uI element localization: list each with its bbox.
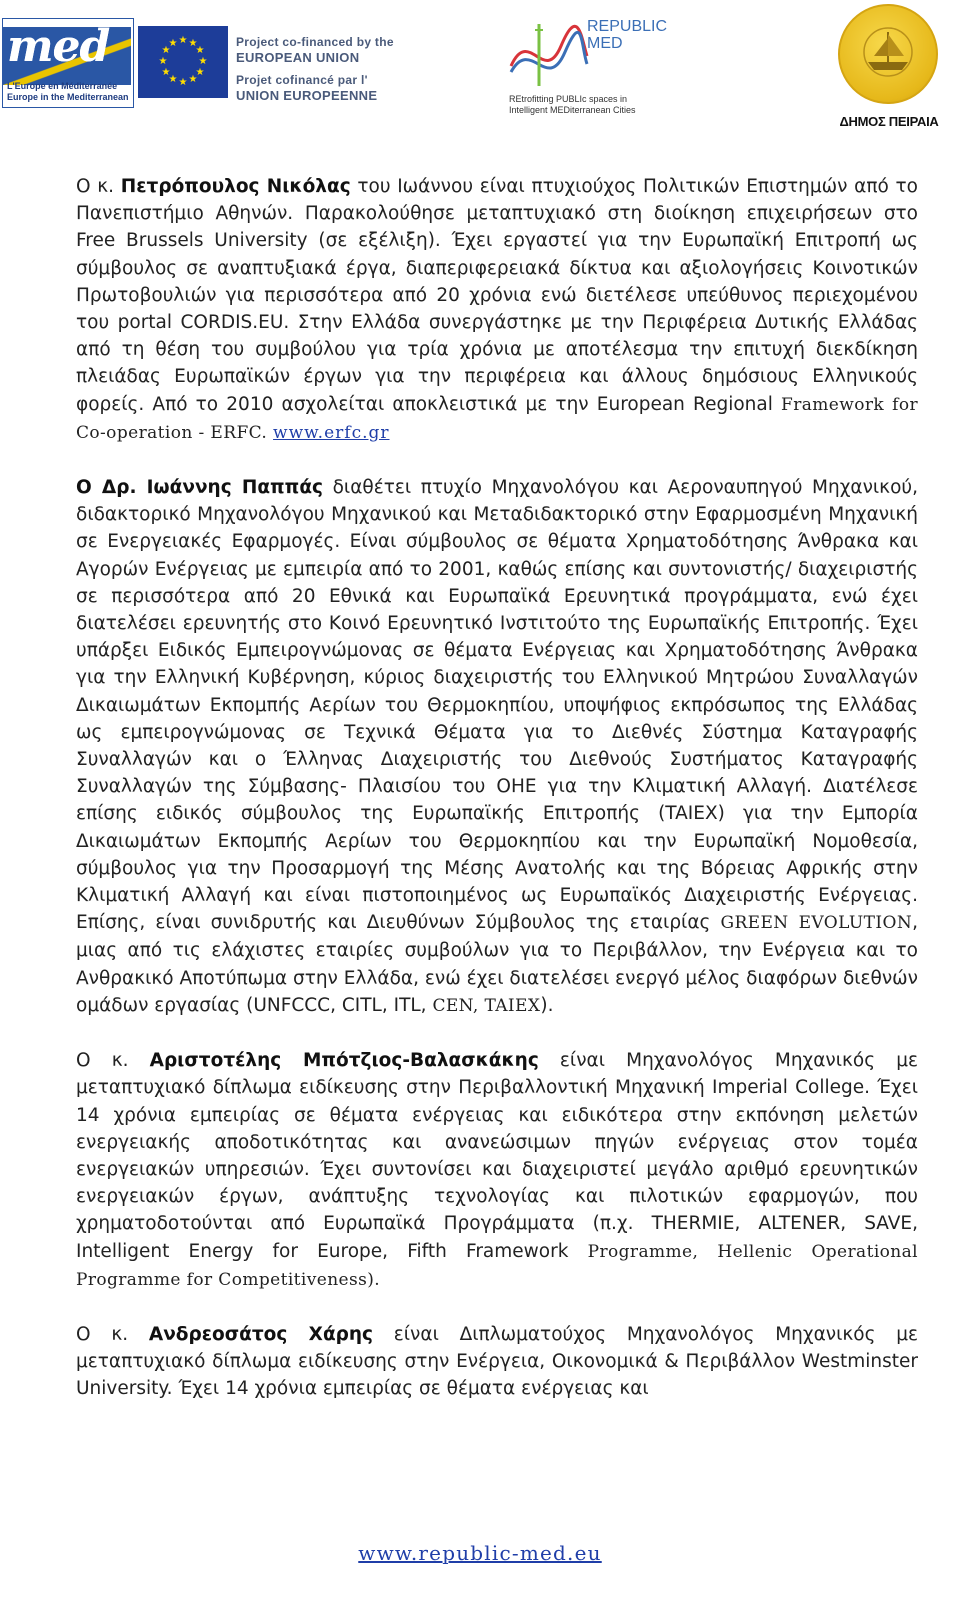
svg-text:★: ★ xyxy=(178,77,188,88)
page-header xyxy=(0,0,960,140)
eu-text-line3: Projet cofinancé par l' xyxy=(236,73,368,87)
republic-wave-icon xyxy=(509,16,589,94)
bio-text: είναι Μηχανολόγος Μηχανικός με μεταπτυχιακό δίπλωμα ειδίκευσης στην Περιβαλλοντική Μηχανική Imperial College. Έχει 14 χρόνια εμπειρίας σε θέματα ενέργειας και ειδικότερα στην εκπόνηση μελετών ενεργειακής αποδοτικότητας και ανανεώσιμων πηγών ενέργειας στον τομέα ενεργειακών υπηρεσιών. Έχει συντονίσει και διαχειριστεί μεγάλο αριθμό ερευνητικών ενεργειακών έργων, ανάπτυξης τεχνολογίας και πιλοτικών εφαρμογών, που χρηματοδοτούνται από Ευρωπαϊκά Προγράμματα (π.χ. THERMIE, ALTENER, SAVE, Intelligent Energy for Europe, Fifth Framework xyxy=(76,1050,919,1262)
republic-sub-line1: REtrofitting PUBLIc spaces in xyxy=(509,94,628,104)
med-logo-line2: Europe in the Mediterranean xyxy=(7,92,129,102)
bio-name: Ανδρεοσάτος Χάρης xyxy=(148,1323,374,1345)
eu-text-line2: EUROPEAN UNION xyxy=(236,50,360,65)
svg-text:★: ★ xyxy=(188,74,198,85)
bio-text: είναι Διπλωματούχος Μηχανολόγος Μηχανικός με μεταπτυχιακό δίπλωμα ειδίκευσης στην Ενέργεια, Οικονομικά & Περιβάλλον Westminster University. Έχει 14 χρόνια εμπειρίας σε θέματα ενέργειας και xyxy=(76,1323,918,1400)
med-logo-subtitle xyxy=(7,81,129,103)
bio-paragraph-andreosatos xyxy=(76,1321,918,1403)
erfc-link[interactable]: www.erfc.gr xyxy=(273,422,390,443)
bio-prefix: Ο Δρ. xyxy=(76,477,147,499)
svg-text:★: ★ xyxy=(195,67,205,78)
svg-text:★: ★ xyxy=(168,74,178,85)
svg-text:★: ★ xyxy=(178,35,188,46)
bio-name: Αριστοτέλης Μπότζιος-Βαλασκάκης xyxy=(149,1050,539,1072)
bio-text-serif: CEN, TAIEX xyxy=(432,995,541,1016)
bio-paragraph-botzios xyxy=(76,1047,918,1294)
med-logo-word: med xyxy=(7,21,110,72)
republic-sub-line2: Intelligent MEDiterranean Cities xyxy=(509,105,636,115)
republic-title-line2: MED xyxy=(587,35,623,52)
republic-subtitle xyxy=(509,94,636,116)
svg-text:★: ★ xyxy=(195,45,205,56)
med-logo-line1: L'Europe en Méditerranée xyxy=(7,81,118,91)
bio-text-tail: ). xyxy=(540,994,554,1016)
bio-text-serif: Framework for Co-operation - ERFC. xyxy=(76,394,918,443)
company-name: GREEN EVOLUTION xyxy=(720,913,913,934)
bio-name: Πετρόπουλος Νικόλας xyxy=(120,176,351,197)
svg-text:★: ★ xyxy=(168,38,178,49)
seal-ship-icon xyxy=(862,26,914,78)
eu-text-line4: UNION EUROPEENNE xyxy=(236,88,378,103)
seal-caption: ΔΗΜΟΣ ΠΕΙΡΑΙΑ xyxy=(839,114,939,129)
eu-cofinance-text xyxy=(236,34,394,104)
svg-text:★: ★ xyxy=(158,56,168,67)
bio-text: του Ιωάννου είναι πτυχιούχος Πολιτικών Επιστημών από το Πανεπιστήμιο Αθηνών. Παρακολούθησε μεταπτυχιακό στη διοίκηση επιχειρήσεων στο Free Brussels University (σε εξέλιξη). Έχει εργαστεί για την Ευρωπαϊκή Επιτροπή ως σύμβουλος σε αναπτυξιακά έργα, διαπεριφερειακά δίκτυα και αξιολογήσεις Κοινοτικών Πρωτοβουλιών για περισσότερα από 20 χρόνια ενώ διετέλεσε υπεύθυνος περιεχομένου του portal CORDIS.EU. Στην Ελλάδα συνεργάστηκε με την Περιφέρεια Δυτικής Ελλάδας από τη θέση του συμβούλου για τρία χρόνια με αποτέλεσμα την επιτυχή διεκδίκηση πλειάδας Ευρωπαϊκών έργων για την περιφέρεια και άλλους δημόσιους Ελληνικούς φορείς. Από το 2010 ασχολείται αποκλειστικά με την European Regional xyxy=(76,176,918,415)
svg-text:★: ★ xyxy=(198,56,208,67)
republic-title xyxy=(587,18,667,52)
bio-prefix: Ο κ. xyxy=(76,176,121,197)
page-footer xyxy=(0,1541,960,1565)
svg-text:★: ★ xyxy=(188,38,198,49)
republic-med-website-link[interactable]: www.republic-med.eu xyxy=(358,1541,602,1565)
bio-prefix: Ο κ. xyxy=(76,1323,149,1345)
svg-text:★: ★ xyxy=(161,45,171,56)
republic-title-line1: REPUBLIC xyxy=(587,18,668,35)
piraeus-seal-icon xyxy=(838,4,938,104)
svg-text:★: ★ xyxy=(161,67,171,78)
eu-flag-icon xyxy=(138,26,228,98)
bio-text: , μιας από τις ελάχιστες εταιρίες συμβούλων για το Περιβάλλον, την Ενέργεια και το Ανθρακικό Αποτύπωμα στην Ελλάδα, ενώ έχει διατελέσει ενεργό μέλος διαφόρων διεθνών ομάδων εργασίας (UNFCCC, CITL, ITL, xyxy=(76,912,918,1016)
eu-stars-icon xyxy=(138,26,228,98)
bio-prefix: Ο κ. xyxy=(76,1050,150,1072)
bio-text-serif: Programme, Hellenic Operational Programme for Competitiveness). xyxy=(76,1241,919,1290)
republic-med-logo xyxy=(505,12,675,115)
bio-name: Ιωάννης Παππάς xyxy=(146,477,323,499)
eu-text-line1: Project co-financed by the xyxy=(236,35,394,49)
bio-paragraph-pappas xyxy=(76,474,918,1020)
bio-text: διαθέτει πτυχίο Μηχανολόγου και Αεροναυπηγού Μηχανικού, διδακτορικό Μηχανολόγου Μηχανικού και Μεταδιδακτορικό στην Εφαρμοσμένη Μηχανική σε Ενεργειακές Εφαρμογές. Είναι σύμβουλος σε θέματα Χρηματοδότησης Άνθρακα και Αγορών Ενέργειας με εμπειρία από το 2001, καθώς επίσης και συντονιστής/ διαχειριστής σε περισσότερα από 20 Εθνικά και Ευρωπαϊκά Ερευνητικά προγράμματα, ενώ έχει διατελέσει ερευνητής στο Κοινό Ερευνητικό Ινστιτούτο της Ευρωπαϊκής Επιτροπής. Έχει υπάρξει Ειδικός Εμπειρογνώμονας σε θέματα Ενέργειας και Χρηματοδότησης Άνθρακα για την Ελληνική Κυβέρνηση, κύριος διαχειριστής του Ελληνικού Μητρώου Συναλλαγών Δικαιωμάτων Εκπομπής Αερίων του Θερμοκηπίου, υποψήφιος εκπρόσωπος της Ελλάδας ως εμπειρογνώμονας σε Τεχνικά Θέματα για το Διεθνές Σύστημα Καταγραφής Συναλλαγών και ο Έλληνας Διαχειριστής του Διεθνούς Συστήματος Καταγραφής Συναλλαγών της Σύμβασης- Πλαισίου του ΟΗΕ για την Κλιματική Αλλαγή. Διατέλεσε επίσης ειδικός σύμβουλος της Ευρωπαϊκής Επιτροπής (TAIEX) για την Εμπορία Δικαιωμάτων Εκπομπής Αερίων του Θερμοκηπίου και την Ευρωπαϊκή Νομοθεσία, σύμβουλος για την Προσαρμογή της Μέσης Ανατολής και της Βόρειας Αφρικής στην Κλιματική Αλλαγή και είναι πιστοποιημένος ως Ευρωπαϊκός Διαχειριστής Ενέργειας. Επίσης, είναι συνιδρυτής και Διευθύνων Σύμβουλος της εταιρίας xyxy=(76,477,918,934)
document-body xyxy=(76,173,918,1430)
med-programme-logo xyxy=(2,18,134,108)
bio-paragraph-petropoulos xyxy=(76,173,918,447)
